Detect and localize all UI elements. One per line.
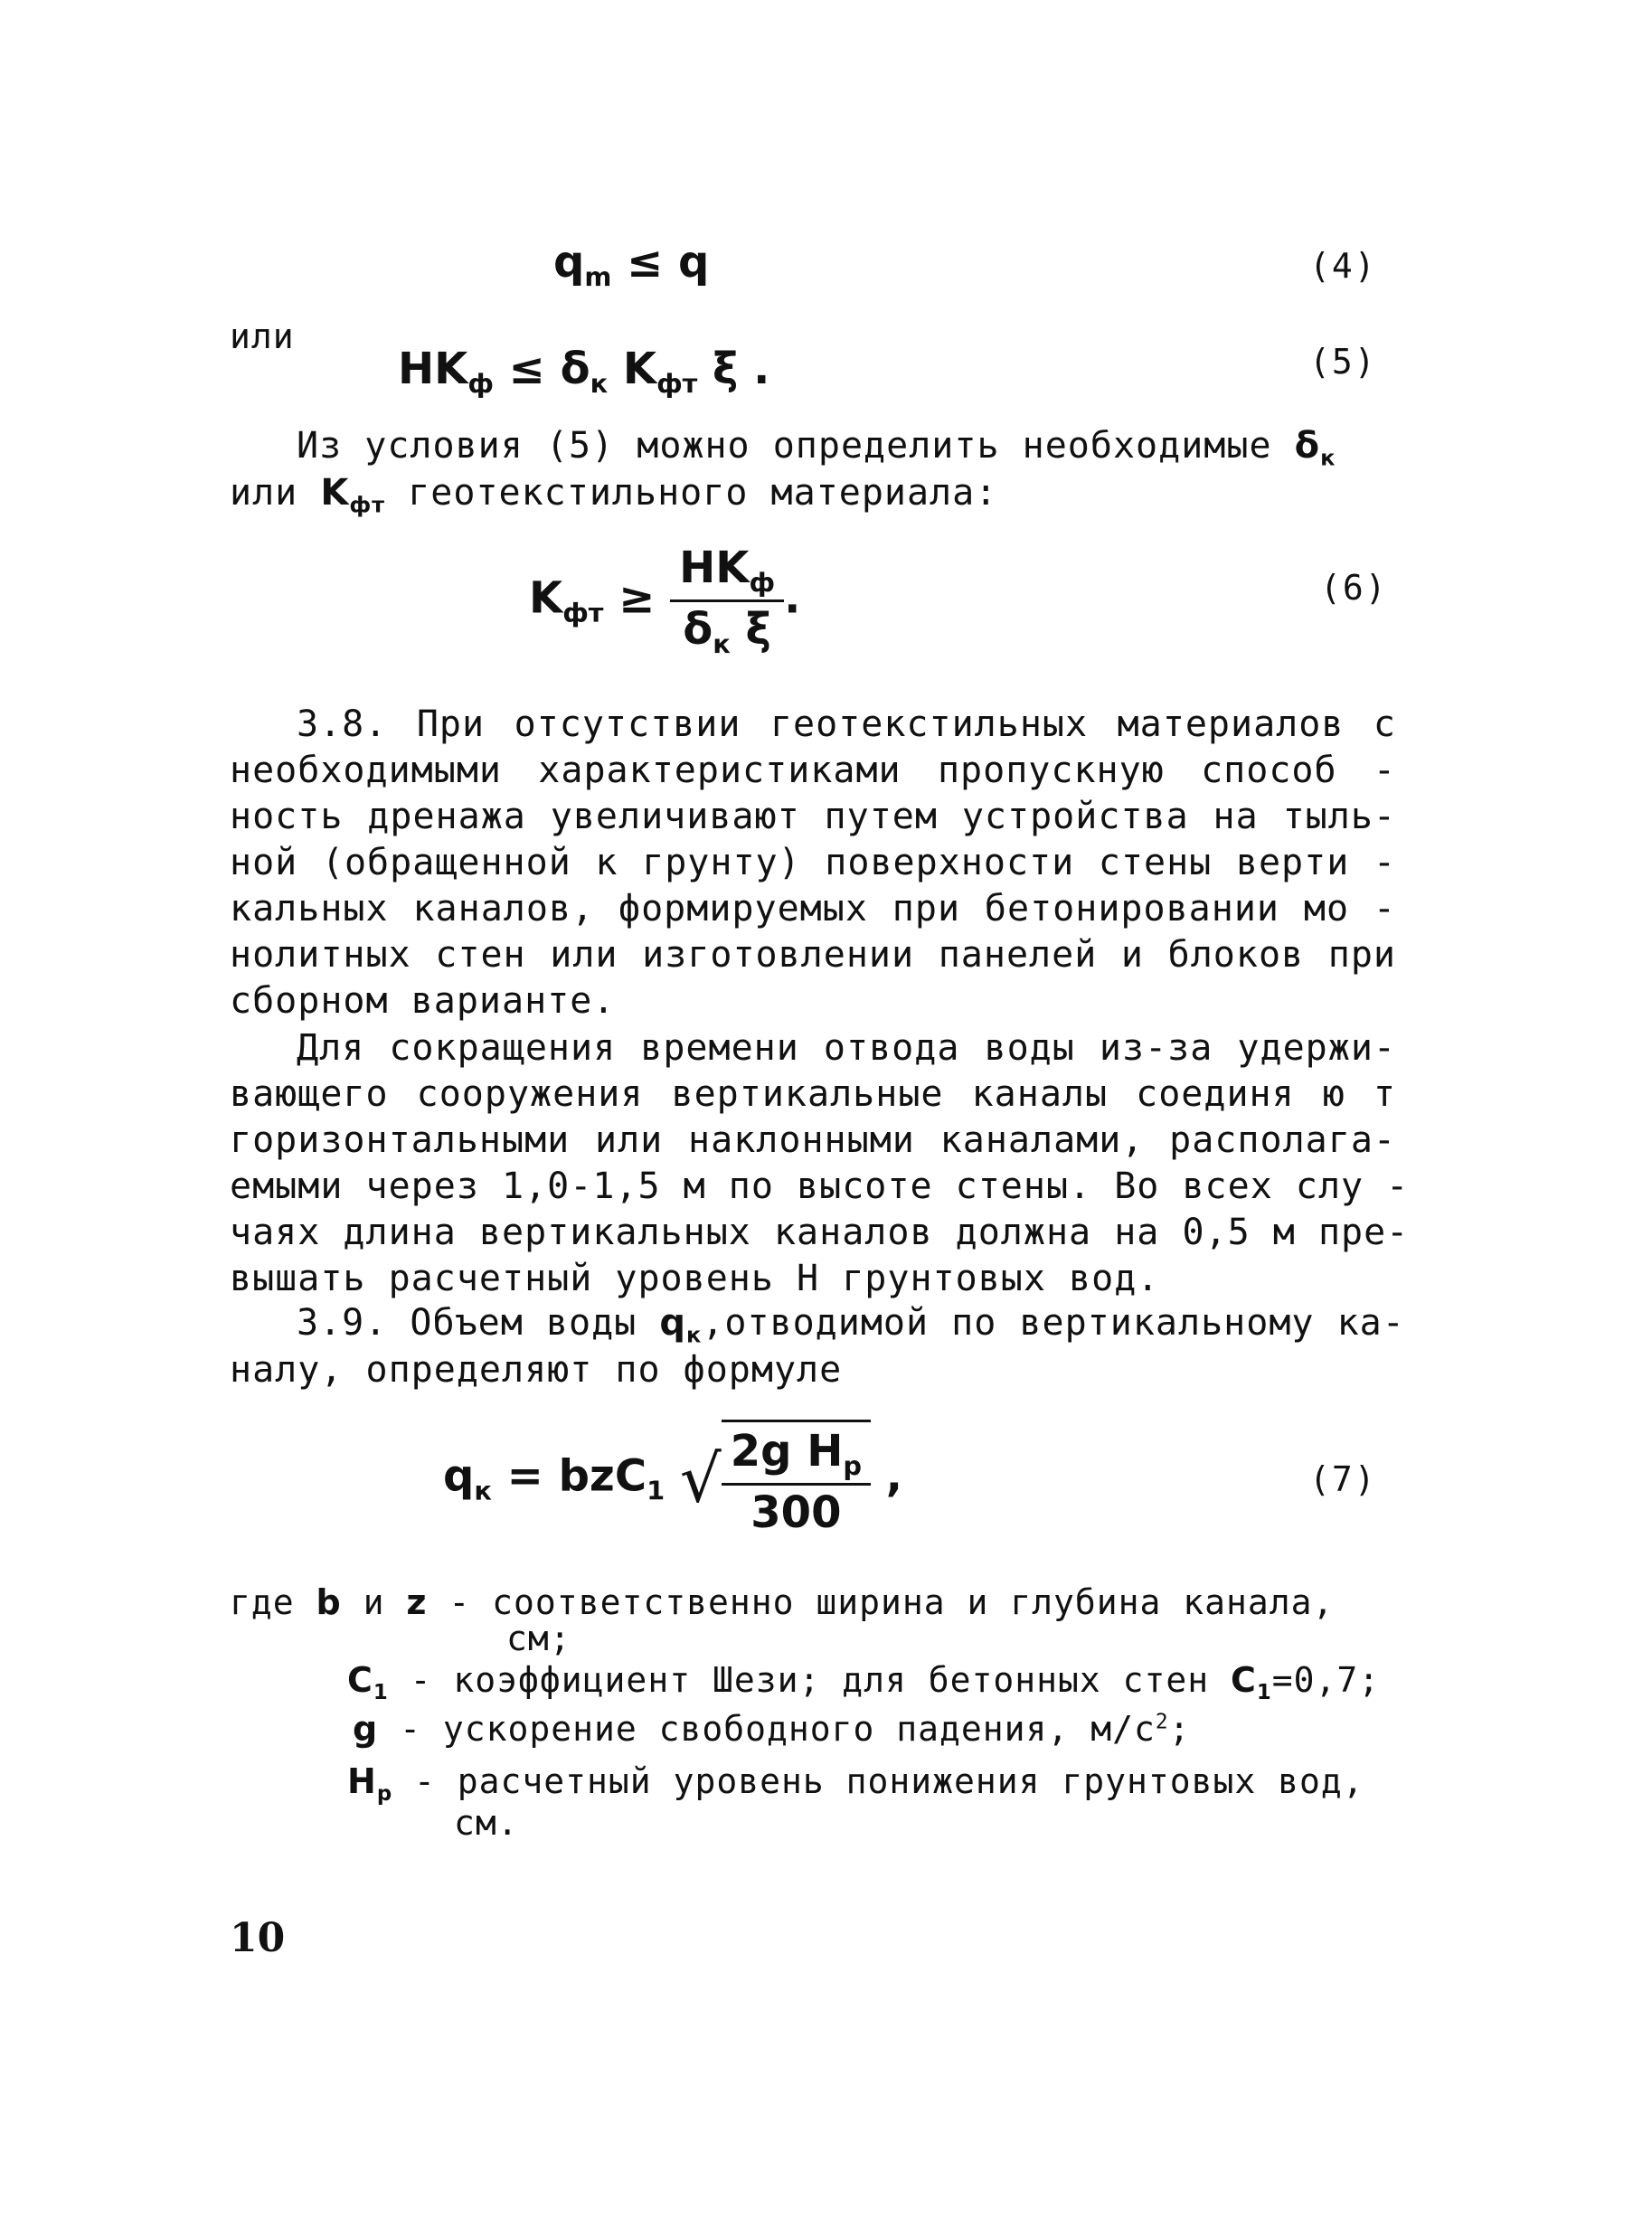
eq5-b: δ xyxy=(560,344,590,394)
paragraph-1-line-2 xyxy=(230,472,997,517)
definition-row-2 xyxy=(347,1660,1380,1704)
eq4-op: ≤ xyxy=(627,237,664,288)
eq7-tail: , xyxy=(885,1450,902,1502)
def2-sub-2: 1 xyxy=(1256,1680,1272,1704)
eq7-denominator: 300 xyxy=(750,1487,842,1539)
sqrt-radical-icon: √ xyxy=(679,1440,722,1517)
def3-sup: 2 xyxy=(1155,1710,1169,1734)
p3-line: вышать расчетный уровень Н грунтовых вод. xyxy=(230,1258,1160,1299)
eq7-sqrt xyxy=(680,1420,871,1538)
p3-line: вающего сооружения вертикальные каналы соединя ю т xyxy=(230,1073,1396,1115)
def2-symbol: C xyxy=(347,1660,373,1700)
def4-sub: p xyxy=(376,1781,393,1806)
eq7-numerator xyxy=(722,1426,871,1486)
p1-line1-symbol: δ xyxy=(1294,425,1321,467)
eq7-b: b xyxy=(558,1450,590,1502)
def1-symbol-b: b xyxy=(316,1582,342,1622)
equation-7 xyxy=(443,1420,902,1538)
p1-line1-text: Из условия (5) можно определить необходимые xyxy=(297,425,1272,467)
p4-line1-sub: к xyxy=(685,1322,703,1348)
definition-row-1-cont: см; xyxy=(506,1619,571,1658)
def3-symbol: g xyxy=(353,1709,379,1749)
eq7-radicand xyxy=(722,1420,871,1538)
equation-4-number: (4) xyxy=(1309,246,1377,286)
p2-line: ной (обращенной к грунту) поверхности стены верти - xyxy=(230,842,1396,883)
eq6-num-a: HK xyxy=(679,543,750,593)
eq5-a: HK xyxy=(398,344,468,394)
eq6-lhs: K xyxy=(529,572,563,624)
equation-6 xyxy=(529,543,800,659)
or-label: или xyxy=(230,316,295,356)
eq5-a-sub: ф xyxy=(467,368,494,400)
eq5-b-sub: к xyxy=(590,368,609,400)
def4-text: - расчетный уровень понижения грунтовых вод, xyxy=(414,1761,1364,1801)
p2-line: ность дренажа увеличивают путем устройства на тыль- xyxy=(230,796,1396,837)
def3-end: ; xyxy=(1168,1709,1191,1749)
def1-text: - соответственно ширина и глубина канала, xyxy=(448,1582,1335,1622)
eq6-lhs-sub: фт xyxy=(562,597,604,628)
eq4-rhs: q xyxy=(678,237,710,288)
eq6-op: ≥ xyxy=(618,572,656,624)
page-number: 10 xyxy=(230,1915,286,1961)
p2-line: нолитных стен или изготовлении панелей и блоков при xyxy=(230,934,1396,976)
p3-line: Для сокращения времени отвода воды из-за удержи- xyxy=(297,1027,1396,1069)
eq7-num-a: 2g H xyxy=(730,1426,844,1477)
equation-5-number: (5) xyxy=(1309,342,1377,382)
p4-line1-b: ,отводимой по вертикальному ка- xyxy=(702,1302,1405,1344)
equation-6-number: (6) xyxy=(1320,568,1388,608)
paragraph-2 xyxy=(230,702,1396,1024)
eq7-fraction xyxy=(722,1426,871,1538)
p3-line: емыми через 1,0-1,5 м по высоте стены. Во всех слу - xyxy=(230,1166,1410,1207)
eq7-z: z xyxy=(589,1450,615,1502)
eq7-c-sub: 1 xyxy=(647,1475,666,1506)
p1-line1-sub: к xyxy=(1320,445,1336,471)
eq4-lhs: q xyxy=(553,237,585,288)
eq6-num-sub: ф xyxy=(749,567,776,599)
p1-line2-sub: фт xyxy=(349,492,386,518)
def4-symbol: H xyxy=(347,1761,377,1801)
paragraph-3 xyxy=(230,1025,1410,1302)
def1-symbol-z: z xyxy=(406,1582,428,1622)
definition-row-3 xyxy=(353,1709,1190,1749)
eq6-tail: . xyxy=(784,572,801,624)
p1-line2-symbol: K xyxy=(320,472,350,514)
eq5-op: ≤ xyxy=(508,344,545,394)
eq6-denominator xyxy=(670,602,784,659)
p2-line: кальных каналов, формируемых при бетонировании мо - xyxy=(230,888,1396,930)
eq6-den-a: δ xyxy=(683,604,713,656)
definition-row-4-cont: см. xyxy=(454,1803,519,1843)
eq7-c: C xyxy=(614,1450,647,1502)
def2-sub: 1 xyxy=(373,1680,389,1704)
eq7-num-sub: p xyxy=(843,1450,863,1482)
eq5-c-sub: фт xyxy=(656,368,698,400)
p1-line2-text: геотекстильного материала: xyxy=(408,472,998,514)
equation-5 xyxy=(398,344,769,399)
paragraph-4-line-2: налу, определяют по формуле xyxy=(230,1349,843,1391)
def2-value: =0,7; xyxy=(1271,1660,1381,1700)
eq5-c: K xyxy=(622,344,657,394)
def3-text: - ускорение свободного падения, м/с xyxy=(400,1709,1156,1749)
eq6-fraction xyxy=(670,543,784,659)
paragraph-1-line-1 xyxy=(297,425,1336,470)
eq4-lhs-sub: m xyxy=(584,261,612,293)
eq6-den-b: ξ xyxy=(745,604,771,656)
eq6-numerator xyxy=(670,543,784,602)
eq7-lhs-sub: к xyxy=(474,1475,492,1506)
p4-line1-a: 3.9. Объем воды xyxy=(297,1302,637,1344)
equation-7-number: (7) xyxy=(1309,1459,1377,1499)
definition-row-4 xyxy=(347,1761,1364,1806)
eq5-d: ξ . xyxy=(713,344,770,394)
p2-line: сборном варианте. xyxy=(230,980,616,1022)
p3-line: чаях длина вертикальных каналов должна на 0,5 м пре- xyxy=(230,1212,1410,1253)
p4-line1-symbol: q xyxy=(659,1302,686,1344)
paragraph-4-line-1 xyxy=(297,1302,1405,1347)
equation-4 xyxy=(553,237,709,292)
eq7-lhs: q xyxy=(443,1450,475,1502)
def2-text: - коэффициент Шези; для бетонных стен xyxy=(410,1660,1210,1700)
definition-row-1 xyxy=(230,1582,1334,1622)
p2-line: 3.8. При отсутствии геотекстильных материалов с xyxy=(297,703,1396,745)
def1-and: и xyxy=(363,1582,385,1622)
p1-line2-or: или xyxy=(230,472,298,514)
def2-symbol-2: C xyxy=(1231,1660,1257,1700)
eq6-den-sub: к xyxy=(713,628,731,660)
p3-line: горизонтальными или наклонными каналами, располага- xyxy=(230,1119,1396,1161)
p2-line: необходимыми характеристиками пропускную способ - xyxy=(230,750,1396,791)
where-label: где xyxy=(230,1582,295,1622)
eq7-equals: = xyxy=(506,1450,543,1502)
